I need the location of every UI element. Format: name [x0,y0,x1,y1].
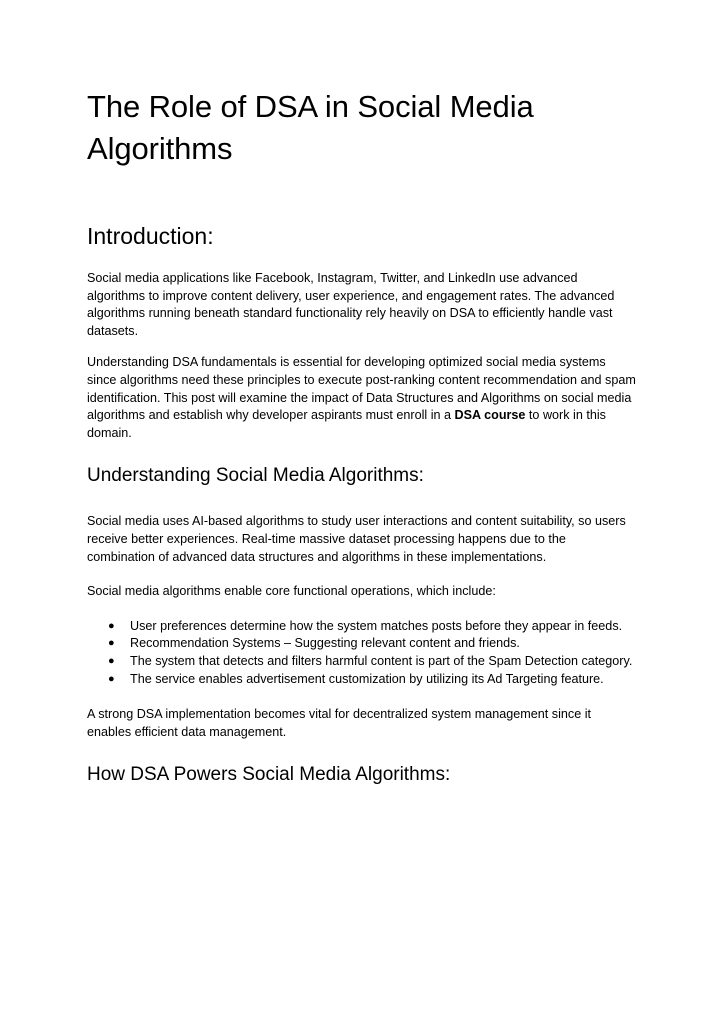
functional-operations-list [87,618,637,688]
understanding-paragraph-3: A strong DSA implementation becomes vital for decentralized system management since it enables efficient data management. [87,707,591,739]
document-title: The Role of DSA in Social Media Algorithms [87,89,534,166]
bullet-icon: ● [108,637,115,650]
introduction-paragraph-1: Social media applications like Facebook, Instagram, Twitter, and LinkedIn use advanced algorithms to improve content delivery, user experience, and engagement rates. The advanced algorithms running beneath standard functionality rely heavily on DSA to efficiently handle vast datasets. [87,271,615,338]
dsa-powers-heading: How DSA Powers Social Media Algorithms: [87,764,451,786]
list-item [108,653,637,671]
bullet-icon: ● [108,619,115,632]
list-item [108,635,637,653]
list-item-text: The service enables advertisement customization by utilizing its Ad Targeting feature. [130,671,604,686]
list-item [108,671,637,689]
dsa-course-bold-text: DSA course [454,408,526,423]
list-item-text: User preferences determine how the system matches posts before they appear in feeds. [130,618,623,633]
introduction-paragraph-2 [87,354,637,442]
understanding-paragraph-1: Social media uses AI-based algorithms to study user interactions and content suitability, so users receive better experiences. Real-time massive dataset processing happens due to the combination of advanced data structures and algorithms in these implementations. [87,514,626,564]
introduction-heading: Introduction: [87,223,214,249]
bullet-icon: ● [108,654,115,667]
bullet-icon: ● [108,672,115,685]
introduction-paragraph-2-text: Understanding DSA fundamentals is essential for developing optimized social media systems since algorithms need these principles to execute post-ranking content recommendation and spam identification. This post will examine the impact of Data Structures and Algorithms on social media algorithms and establish why developer aspirants must enroll in a [87,355,636,423]
list-item-text: The system that detects and filters harmful content is part of the Spam Detection category. [130,653,633,668]
introduction-paragraph-2-end: to work in this domain. [87,408,606,440]
understanding-algorithms-heading: Understanding Social Media Algorithms: [87,465,424,487]
list-item [108,618,637,636]
list-item-text: Recommendation Systems – Suggesting relevant content and friends. [130,636,520,651]
document-body [87,86,637,787]
understanding-paragraph-2: Social media algorithms enable core functional operations, which include: [87,584,496,599]
